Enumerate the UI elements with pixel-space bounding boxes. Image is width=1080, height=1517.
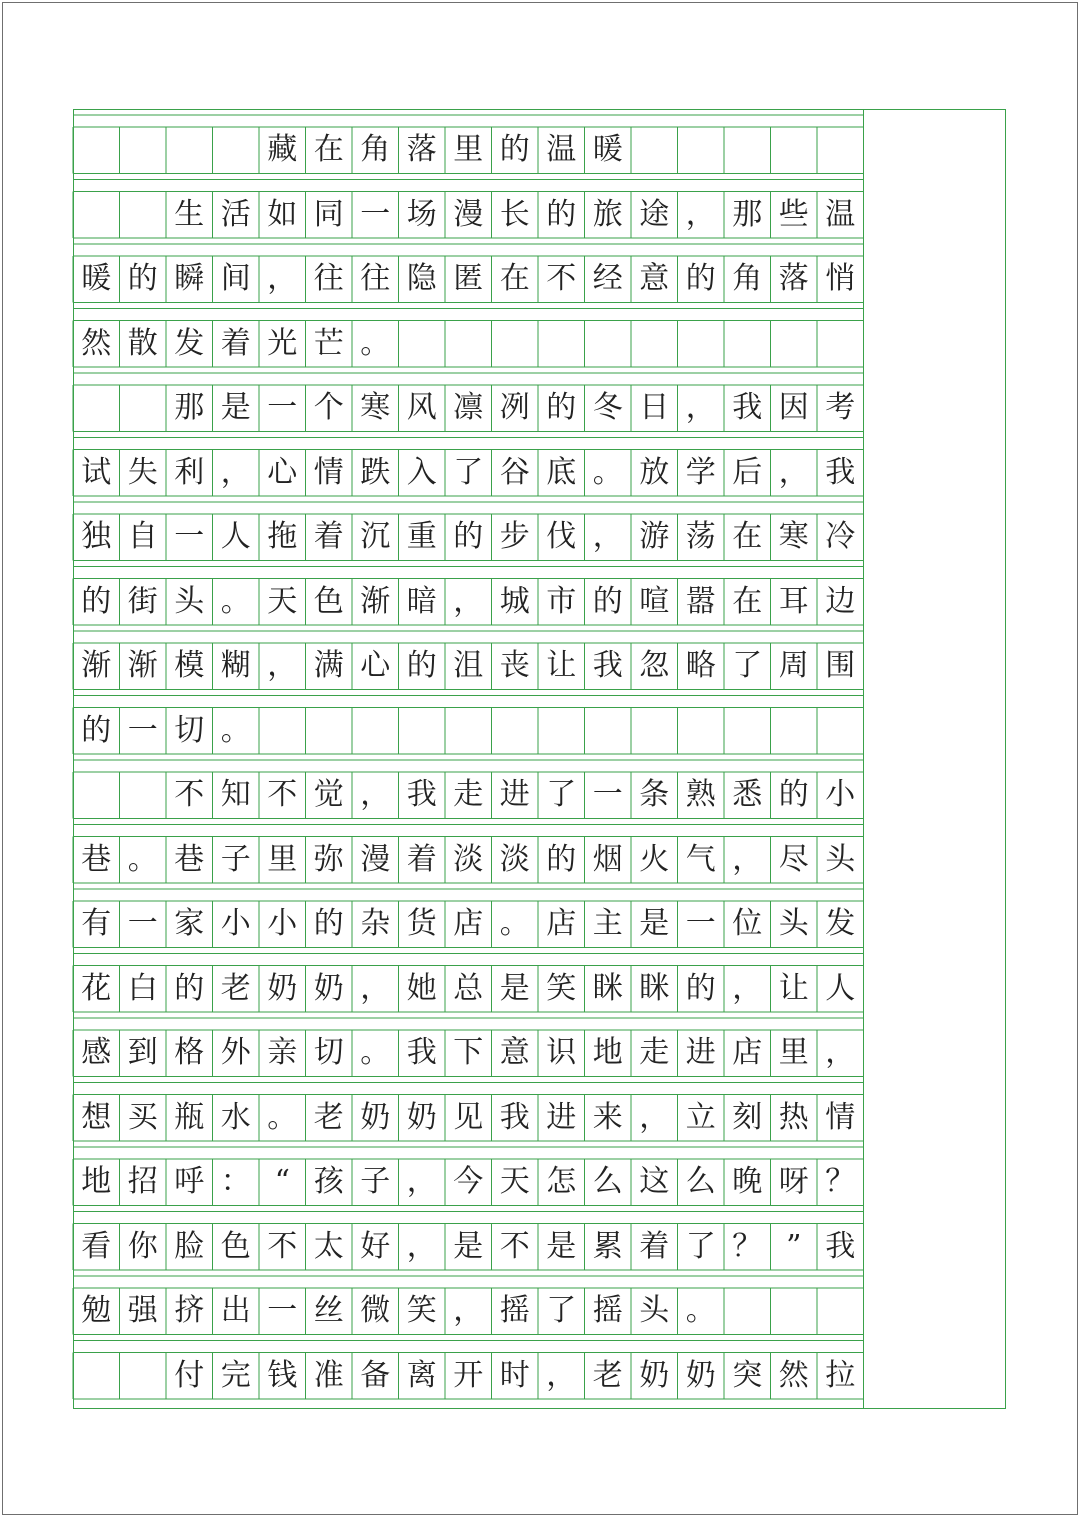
paragraph-char: 边 xyxy=(825,583,856,619)
paragraph-char: 突 xyxy=(732,1357,763,1393)
paragraph-char: 杂 xyxy=(360,906,391,942)
paragraph-char: 店 xyxy=(453,906,484,942)
paragraph-char: 火 xyxy=(639,841,670,877)
paragraph-char: 人 xyxy=(825,970,856,1006)
paragraph-char: 。 xyxy=(360,325,391,361)
paragraph-char: 温 xyxy=(825,196,856,232)
paragraph-char: 的 xyxy=(546,841,577,877)
paragraph-char: 有 xyxy=(81,906,112,942)
paragraph-char: 忽 xyxy=(639,648,670,684)
paragraph-char: 途 xyxy=(639,196,670,232)
paragraph-char: 我 xyxy=(732,390,763,426)
paragraph-char: 个 xyxy=(313,390,344,426)
paragraph-char: 摇 xyxy=(592,1293,623,1329)
paragraph-char: 暗 xyxy=(406,583,437,619)
paragraph-char: 位 xyxy=(732,906,763,942)
paragraph-char: 我 xyxy=(499,1099,530,1135)
paragraph-char: 满 xyxy=(313,648,344,684)
paragraph-char: 总 xyxy=(453,970,484,1006)
paragraph-char: 是 xyxy=(639,906,670,942)
paragraph-char: 老 xyxy=(592,1357,623,1393)
paragraph-char: 悉 xyxy=(732,777,763,813)
paragraph-char: 丝 xyxy=(313,1293,344,1329)
paragraph-char: 出 xyxy=(220,1293,251,1329)
paragraph-char: 小 xyxy=(220,906,251,942)
paragraph-char: 知 xyxy=(220,777,251,813)
paragraph-char: 看 xyxy=(81,1228,112,1264)
paragraph-char: 在 xyxy=(732,583,763,619)
paragraph-char: 立 xyxy=(685,1099,716,1135)
paragraph-char: 备 xyxy=(360,1357,391,1393)
paragraph-char: 学 xyxy=(685,454,716,490)
paragraph-char: 耳 xyxy=(778,583,809,619)
paragraph-char: 奶 xyxy=(639,1357,670,1393)
paragraph-char: ， xyxy=(639,1099,670,1135)
paragraph-char: ， xyxy=(825,1035,856,1071)
paragraph-char: 一 xyxy=(127,712,158,748)
paragraph-char: 。 xyxy=(220,712,251,748)
paragraph-char: 到 xyxy=(127,1035,158,1071)
paragraph-char: 发 xyxy=(825,906,856,942)
title-char: 在 xyxy=(313,132,344,168)
paragraph-char: 的 xyxy=(546,390,577,426)
paragraph-char: 。 xyxy=(499,906,530,942)
paragraph-char: ， xyxy=(453,583,484,619)
paragraph-char: 笑 xyxy=(406,1293,437,1329)
paragraph-char: 。 xyxy=(592,454,623,490)
paragraph-char: 挤 xyxy=(174,1293,205,1329)
paragraph-char: 呼 xyxy=(174,1164,205,1200)
paragraph-char: 的 xyxy=(127,261,158,297)
paragraph-char: 强 xyxy=(127,1293,158,1329)
paragraph-char: 让 xyxy=(546,648,577,684)
paragraph-char: 芒 xyxy=(313,325,344,361)
paragraph-char: 情 xyxy=(825,1099,856,1135)
paragraph-char: “ xyxy=(274,1164,290,1200)
paragraph-char: ， xyxy=(267,261,298,297)
paragraph-char: 失 xyxy=(127,454,158,490)
paragraph-char: 糊 xyxy=(220,648,251,684)
paragraph-char: 钱 xyxy=(267,1357,298,1393)
paragraph-char: 招 xyxy=(127,1164,158,1200)
paragraph-char: 放 xyxy=(639,454,670,490)
paragraph-char: 好 xyxy=(360,1228,391,1264)
paragraph-char: 色 xyxy=(220,1228,251,1264)
paragraph-char: 往 xyxy=(313,261,344,297)
paragraph-char: 识 xyxy=(546,1035,577,1071)
paragraph-char: 怎 xyxy=(546,1164,577,1200)
paragraph-char: 我 xyxy=(825,1228,856,1264)
paragraph-char: ， xyxy=(778,454,809,490)
paragraph-char: 我 xyxy=(406,1035,437,1071)
paragraph-char: 着 xyxy=(639,1228,670,1264)
paragraph-char: 步 xyxy=(499,519,530,555)
paragraph-char: 弥 xyxy=(313,841,344,877)
paragraph-char: 角 xyxy=(732,261,763,297)
paragraph-char: 一 xyxy=(127,906,158,942)
paragraph-char: 货 xyxy=(406,906,437,942)
paragraph-char: 的 xyxy=(592,583,623,619)
paragraph-char: 那 xyxy=(174,390,205,426)
paragraph-char: 走 xyxy=(639,1035,670,1071)
paragraph-char: 试 xyxy=(81,454,112,490)
paragraph-char: 模 xyxy=(174,648,205,684)
title-char: 里 xyxy=(453,132,484,168)
paragraph-char: 在 xyxy=(732,519,763,555)
paragraph-char: 些 xyxy=(778,196,809,232)
paragraph-char: 拉 xyxy=(825,1357,856,1393)
paragraph-char: 入 xyxy=(406,454,437,490)
paragraph-char: 太 xyxy=(313,1228,344,1264)
paragraph-char: 下 xyxy=(453,1035,484,1071)
paragraph-char: 地 xyxy=(592,1035,623,1071)
paragraph-char: 的 xyxy=(778,777,809,813)
paragraph-char: 跌 xyxy=(360,454,391,490)
paragraph-char: 那 xyxy=(732,196,763,232)
paragraph-char: 么 xyxy=(592,1164,623,1200)
paragraph-char: 谷 xyxy=(499,454,530,490)
paragraph-char: 了 xyxy=(453,454,484,490)
paragraph-char: 条 xyxy=(639,777,670,813)
paragraph-char: ， xyxy=(592,519,623,555)
title-char: 温 xyxy=(546,132,577,168)
paragraph-char: 光 xyxy=(267,325,298,361)
paragraph-char: 往 xyxy=(360,261,391,297)
paragraph-char: 格 xyxy=(174,1035,205,1071)
paragraph-char: 你 xyxy=(127,1228,158,1264)
paragraph-char: 拖 xyxy=(267,519,298,555)
paragraph-char: 。 xyxy=(685,1293,716,1329)
paragraph-char: 经 xyxy=(592,261,623,297)
paragraph-char: 巷 xyxy=(174,841,205,877)
paragraph-char: 地 xyxy=(81,1164,112,1200)
paragraph-char: 脸 xyxy=(174,1228,205,1264)
paragraph-char: 尽 xyxy=(778,841,809,877)
paragraph-char: 气 xyxy=(685,841,716,877)
paragraph-char: 时 xyxy=(499,1357,530,1393)
paragraph-char: ， xyxy=(360,970,391,1006)
paragraph-char: 间 xyxy=(220,261,251,297)
paragraph-char: 头 xyxy=(174,583,205,619)
paragraph-char: 悄 xyxy=(825,261,856,297)
paragraph-char: 的 xyxy=(81,712,112,748)
paragraph-char: 眯 xyxy=(639,970,670,1006)
paragraph-char: 觉 xyxy=(313,777,344,813)
paragraph-char: 寒 xyxy=(360,390,391,426)
paragraph-char: 让 xyxy=(778,970,809,1006)
paragraph-char: 一 xyxy=(267,1293,298,1329)
paragraph-char: 今 xyxy=(453,1164,484,1200)
paragraph-char: 长 xyxy=(499,196,530,232)
paragraph-char: 底 xyxy=(546,454,577,490)
paragraph-char: 子 xyxy=(360,1164,391,1200)
paragraph-char: 进 xyxy=(499,777,530,813)
paragraph-char: 不 xyxy=(499,1228,530,1264)
paragraph-char: 家 xyxy=(174,906,205,942)
paragraph-char: 奶 xyxy=(406,1099,437,1135)
paragraph-char: 不 xyxy=(546,261,577,297)
paragraph-char: 着 xyxy=(220,325,251,361)
paragraph-char: 嚣 xyxy=(685,583,716,619)
paragraph-char: 自 xyxy=(127,519,158,555)
paragraph-char: 小 xyxy=(825,777,856,813)
paragraph-char: 来 xyxy=(592,1099,623,1135)
paragraph-char: 开 xyxy=(453,1357,484,1393)
title-char: 藏 xyxy=(267,132,298,168)
paragraph-char: 一 xyxy=(685,906,716,942)
paragraph-char: 了 xyxy=(546,777,577,813)
paragraph-char: ， xyxy=(685,196,716,232)
paragraph-char: 落 xyxy=(778,261,809,297)
paragraph-char: ， xyxy=(546,1357,577,1393)
paragraph-char: 里 xyxy=(778,1035,809,1071)
paragraph-char: 漫 xyxy=(360,841,391,877)
paragraph-char: ： xyxy=(220,1164,251,1200)
paragraph-char: 付 xyxy=(174,1357,205,1393)
paragraph-char: 是 xyxy=(546,1228,577,1264)
paragraph-char: 外 xyxy=(220,1035,251,1071)
paragraph-char: ？ xyxy=(732,1228,763,1264)
paragraph-char: 重 xyxy=(406,519,437,555)
paragraph-char: 后 xyxy=(732,454,763,490)
paragraph-char: 感 xyxy=(81,1035,112,1071)
paragraph-char: 店 xyxy=(732,1035,763,1071)
paragraph-char: 情 xyxy=(313,454,344,490)
paragraph-char: 荡 xyxy=(685,519,716,555)
paragraph-char: 的 xyxy=(685,261,716,297)
paragraph-char: 笑 xyxy=(546,970,577,1006)
paragraph-char: 独 xyxy=(81,519,112,555)
paragraph-char: 心 xyxy=(267,454,298,490)
paragraph-char: 水 xyxy=(220,1099,251,1135)
paragraph-char: 孩 xyxy=(313,1164,344,1200)
paragraph-char: ， xyxy=(406,1228,437,1264)
paragraph-char: 渐 xyxy=(127,648,158,684)
title-char: 角 xyxy=(360,132,391,168)
paragraph-char: 漫 xyxy=(453,196,484,232)
paragraph-char: 花 xyxy=(81,970,112,1006)
paragraph-char: 我 xyxy=(406,777,437,813)
paragraph-char: 活 xyxy=(220,196,251,232)
paragraph-char: 走 xyxy=(453,777,484,813)
paragraph-char: 然 xyxy=(81,325,112,361)
paragraph-char: 沮 xyxy=(453,648,484,684)
paragraph-char: 。 xyxy=(220,583,251,619)
paragraph-char: 刻 xyxy=(732,1099,763,1135)
paragraph-char: 烟 xyxy=(592,841,623,877)
paragraph-char: ， xyxy=(732,841,763,877)
paragraph-char: 这 xyxy=(639,1164,670,1200)
paragraph-char: 头 xyxy=(639,1293,670,1329)
paragraph-char: 散 xyxy=(127,325,158,361)
paragraph-char: 我 xyxy=(825,454,856,490)
paragraph-char: ？ xyxy=(825,1164,856,1200)
paragraph-char: 呀 xyxy=(778,1164,809,1200)
title-char: 落 xyxy=(406,132,437,168)
paragraph-char: 了 xyxy=(546,1293,577,1329)
paragraph-char: 热 xyxy=(778,1099,809,1135)
paragraph-char: 风 xyxy=(406,390,437,426)
paragraph-char: 街 xyxy=(127,583,158,619)
paragraph-char: 离 xyxy=(406,1357,437,1393)
paragraph-char: 人 xyxy=(220,519,251,555)
paragraph-char: 进 xyxy=(546,1099,577,1135)
paragraph-char: 眯 xyxy=(592,970,623,1006)
paragraph-char: 我 xyxy=(592,648,623,684)
paragraph-char: 着 xyxy=(406,841,437,877)
paragraph-char: 着 xyxy=(313,519,344,555)
paragraph-char: ， xyxy=(220,454,251,490)
paragraph-char: 不 xyxy=(267,1228,298,1264)
paragraph-char: 奶 xyxy=(360,1099,391,1135)
paragraph-char: 。 xyxy=(127,841,158,877)
paragraph-char: 奶 xyxy=(267,970,298,1006)
paragraph-char: 了 xyxy=(685,1228,716,1264)
paragraph-char: 老 xyxy=(220,970,251,1006)
paragraph-char: 生 xyxy=(174,196,205,232)
paragraph-char: 瞬 xyxy=(174,261,205,297)
paragraph-char: 城 xyxy=(499,583,530,619)
paragraph-char: 完 xyxy=(220,1357,251,1393)
paragraph-char: 围 xyxy=(825,648,856,684)
paragraph-char: 游 xyxy=(639,519,670,555)
paragraph-char: 奶 xyxy=(685,1357,716,1393)
paragraph-char: 见 xyxy=(453,1099,484,1135)
paragraph-char: ” xyxy=(786,1228,802,1264)
paragraph-char: 。 xyxy=(360,1035,391,1071)
paragraph-char: 的 xyxy=(546,196,577,232)
paragraph-char: 主 xyxy=(592,906,623,942)
paragraph-char: 是 xyxy=(453,1228,484,1264)
paragraph-char: 巷 xyxy=(81,841,112,877)
paragraph-char: 旅 xyxy=(592,196,623,232)
paragraph-char: 喧 xyxy=(639,583,670,619)
paragraph-char: 如 xyxy=(267,196,298,232)
paragraph-char: 头 xyxy=(825,841,856,877)
paragraph-char: 的 xyxy=(453,519,484,555)
paragraph-char: 在 xyxy=(499,261,530,297)
paragraph-char: 意 xyxy=(639,261,670,297)
paragraph-char: 一 xyxy=(267,390,298,426)
paragraph-char: 熟 xyxy=(685,777,716,813)
paragraph-char: 周 xyxy=(778,648,809,684)
paragraph-char: 是 xyxy=(220,390,251,426)
paragraph-char: 头 xyxy=(778,906,809,942)
title-char: 暖 xyxy=(592,132,623,168)
paragraph-char: 微 xyxy=(360,1293,391,1329)
paragraph-char: 日 xyxy=(639,390,670,426)
paragraph-char: 一 xyxy=(360,196,391,232)
paragraph-char: 。 xyxy=(267,1099,298,1135)
paragraph-char: 是 xyxy=(499,970,530,1006)
paragraph-char: 切 xyxy=(313,1035,344,1071)
paragraph-char: 市 xyxy=(546,583,577,619)
paragraph-char: 不 xyxy=(174,777,205,813)
paragraph-char: 沉 xyxy=(360,519,391,555)
paragraph-char: 隐 xyxy=(406,261,437,297)
paragraph-char: 然 xyxy=(778,1357,809,1393)
paragraph-char: 因 xyxy=(778,390,809,426)
paragraph-char: 考 xyxy=(825,390,856,426)
paragraph-char: ， xyxy=(685,390,716,426)
paragraph-char: 的 xyxy=(174,970,205,1006)
paragraph-char: 不 xyxy=(267,777,298,813)
paragraph-char: 奶 xyxy=(313,970,344,1006)
paragraph-char: ， xyxy=(453,1293,484,1329)
paragraph-char: 意 xyxy=(499,1035,530,1071)
paragraph-char: 勉 xyxy=(81,1293,112,1329)
paragraph-char: 淡 xyxy=(499,841,530,877)
paragraph-char: 店 xyxy=(546,906,577,942)
title-char: 的 xyxy=(499,132,530,168)
paragraph-char: 天 xyxy=(267,583,298,619)
paragraph-char: 同 xyxy=(313,196,344,232)
paragraph-char: 的 xyxy=(313,906,344,942)
paragraph-char: 冬 xyxy=(592,390,623,426)
paragraph-char: 渐 xyxy=(360,583,391,619)
paragraph-char: 里 xyxy=(267,841,298,877)
paragraph-char: 凛 xyxy=(453,390,484,426)
paragraph-char: 一 xyxy=(174,519,205,555)
paragraph-char: 天 xyxy=(499,1164,530,1200)
paragraph-char: 子 xyxy=(220,841,251,877)
paragraph-char: ， xyxy=(267,648,298,684)
paragraph-char: 冷 xyxy=(825,519,856,555)
paragraph-char: 丧 xyxy=(499,648,530,684)
paragraph-char: 冽 xyxy=(499,390,530,426)
paragraph-char: 的 xyxy=(81,583,112,619)
paragraph-char: 瓶 xyxy=(174,1099,205,1135)
paragraph-char: 累 xyxy=(592,1228,623,1264)
paragraph-char: 利 xyxy=(174,454,205,490)
paragraph-char: 么 xyxy=(685,1164,716,1200)
paragraph-char: 想 xyxy=(81,1099,112,1135)
paragraph-char: 寒 xyxy=(778,519,809,555)
paragraph-char: 亲 xyxy=(267,1035,298,1071)
paragraph-char: 略 xyxy=(685,648,716,684)
paragraph-char: 心 xyxy=(360,648,391,684)
paragraph-char: 她 xyxy=(406,970,437,1006)
paragraph-char: 淡 xyxy=(453,841,484,877)
paragraph-char: 进 xyxy=(685,1035,716,1071)
paragraph-char: 了 xyxy=(732,648,763,684)
paragraph-char: 伐 xyxy=(546,519,577,555)
paragraph-char: 渐 xyxy=(81,648,112,684)
paragraph-char: 发 xyxy=(174,325,205,361)
paragraph-char: 一 xyxy=(592,777,623,813)
paragraph-char: 色 xyxy=(313,583,344,619)
paragraph-char: 暖 xyxy=(81,261,112,297)
paragraph-char: 匿 xyxy=(453,261,484,297)
paragraph-char: 准 xyxy=(313,1357,344,1393)
paragraph-char: 买 xyxy=(127,1099,158,1135)
paragraph-char: 场 xyxy=(406,196,437,232)
paragraph-char: 白 xyxy=(127,970,158,1006)
paragraph-char: 的 xyxy=(685,970,716,1006)
paragraph-char: 摇 xyxy=(499,1293,530,1329)
paragraph-char: 切 xyxy=(174,712,205,748)
paragraph-char: 小 xyxy=(267,906,298,942)
paragraph-char: 晚 xyxy=(732,1164,763,1200)
paragraph-char: 的 xyxy=(406,648,437,684)
paragraph-char: ， xyxy=(360,777,391,813)
paragraph-char: ， xyxy=(406,1164,437,1200)
paragraph-char: 老 xyxy=(313,1099,344,1135)
paragraph-char: ， xyxy=(732,970,763,1006)
